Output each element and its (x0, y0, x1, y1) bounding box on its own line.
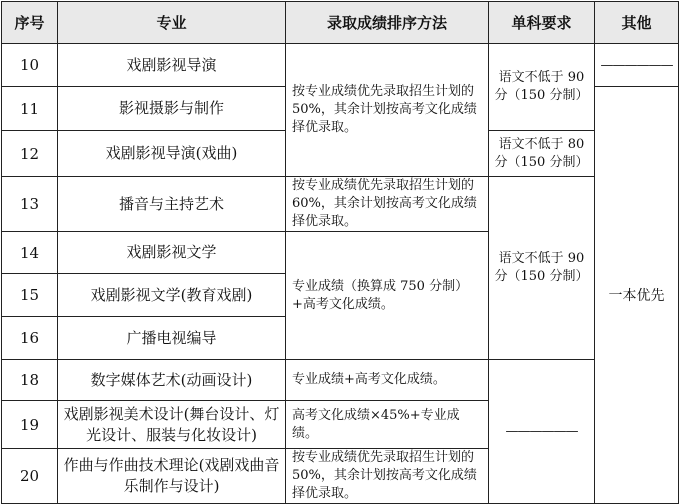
other-note: —————— (595, 44, 679, 87)
subject-requirement: 语文不低于 80 分（150 分制） (489, 131, 595, 177)
major-name: 戏剧影视导演(戏曲) (58, 131, 286, 177)
ranking-method: 按专业成绩优先录取招生计划的 50%，其余计划按高考文化成绩择优录取。 (286, 449, 489, 504)
header-no: 序号 (2, 2, 58, 44)
subject-requirement: —————— (489, 360, 595, 504)
ranking-method: 按专业成绩优先录取招生计划的 60%，其余计划按高考文化成绩择优录取。 (286, 177, 489, 232)
major-name: 播音与主持艺术 (58, 177, 286, 232)
header-row (2, 2, 679, 44)
row-number: 13 (2, 177, 58, 232)
row-number: 19 (2, 401, 58, 449)
row-number: 10 (2, 44, 58, 87)
ranking-method: 专业成绩（换算成 750 分制）+高考文化成绩。 (286, 232, 489, 360)
row-number: 18 (2, 360, 58, 401)
header-method: 录取成绩排序方法 (286, 2, 489, 44)
major-name: 作曲与作曲技术理论(戏剧戏曲音乐制作与设计) (58, 449, 286, 504)
major-name: 数字媒体艺术(动画设计) (58, 360, 286, 401)
major-name: 戏剧影视文学 (58, 232, 286, 274)
subject-requirement: 语文不低于 90 分（150 分制） (489, 44, 595, 131)
row-number: 16 (2, 317, 58, 360)
table-row (2, 360, 679, 401)
row-number: 11 (2, 87, 58, 131)
row-number: 15 (2, 274, 58, 317)
table-row (2, 177, 679, 232)
header-other: 其他 (595, 2, 679, 44)
header-requirement: 单科要求 (489, 2, 595, 44)
row-number: 20 (2, 449, 58, 504)
row-number: 12 (2, 131, 58, 177)
major-name: 影视摄影与制作 (58, 87, 286, 131)
admission-table (1, 1, 679, 504)
subject-requirement: 语文不低于 90 分（150 分制） (489, 177, 595, 360)
ranking-method: 专业成绩+高考文化成绩。 (286, 360, 489, 401)
row-number: 14 (2, 232, 58, 274)
ranking-method: 高考文化成绩×45%+专业成绩。 (286, 401, 489, 449)
major-name: 广播电视编导 (58, 317, 286, 360)
other-note: 一本优先 (595, 87, 679, 504)
major-name: 戏剧影视美术设计(舞台设计、灯光设计、服装与化妆设计) (58, 401, 286, 449)
ranking-method: 按专业成绩优先录取招生计划的 50%，其余计划按高考文化成绩择优录取。 (286, 44, 489, 177)
header-major: 专业 (58, 2, 286, 44)
major-name: 戏剧影视文学(教育戏剧) (58, 274, 286, 317)
major-name: 戏剧影视导演 (58, 44, 286, 87)
table-row (2, 44, 679, 87)
